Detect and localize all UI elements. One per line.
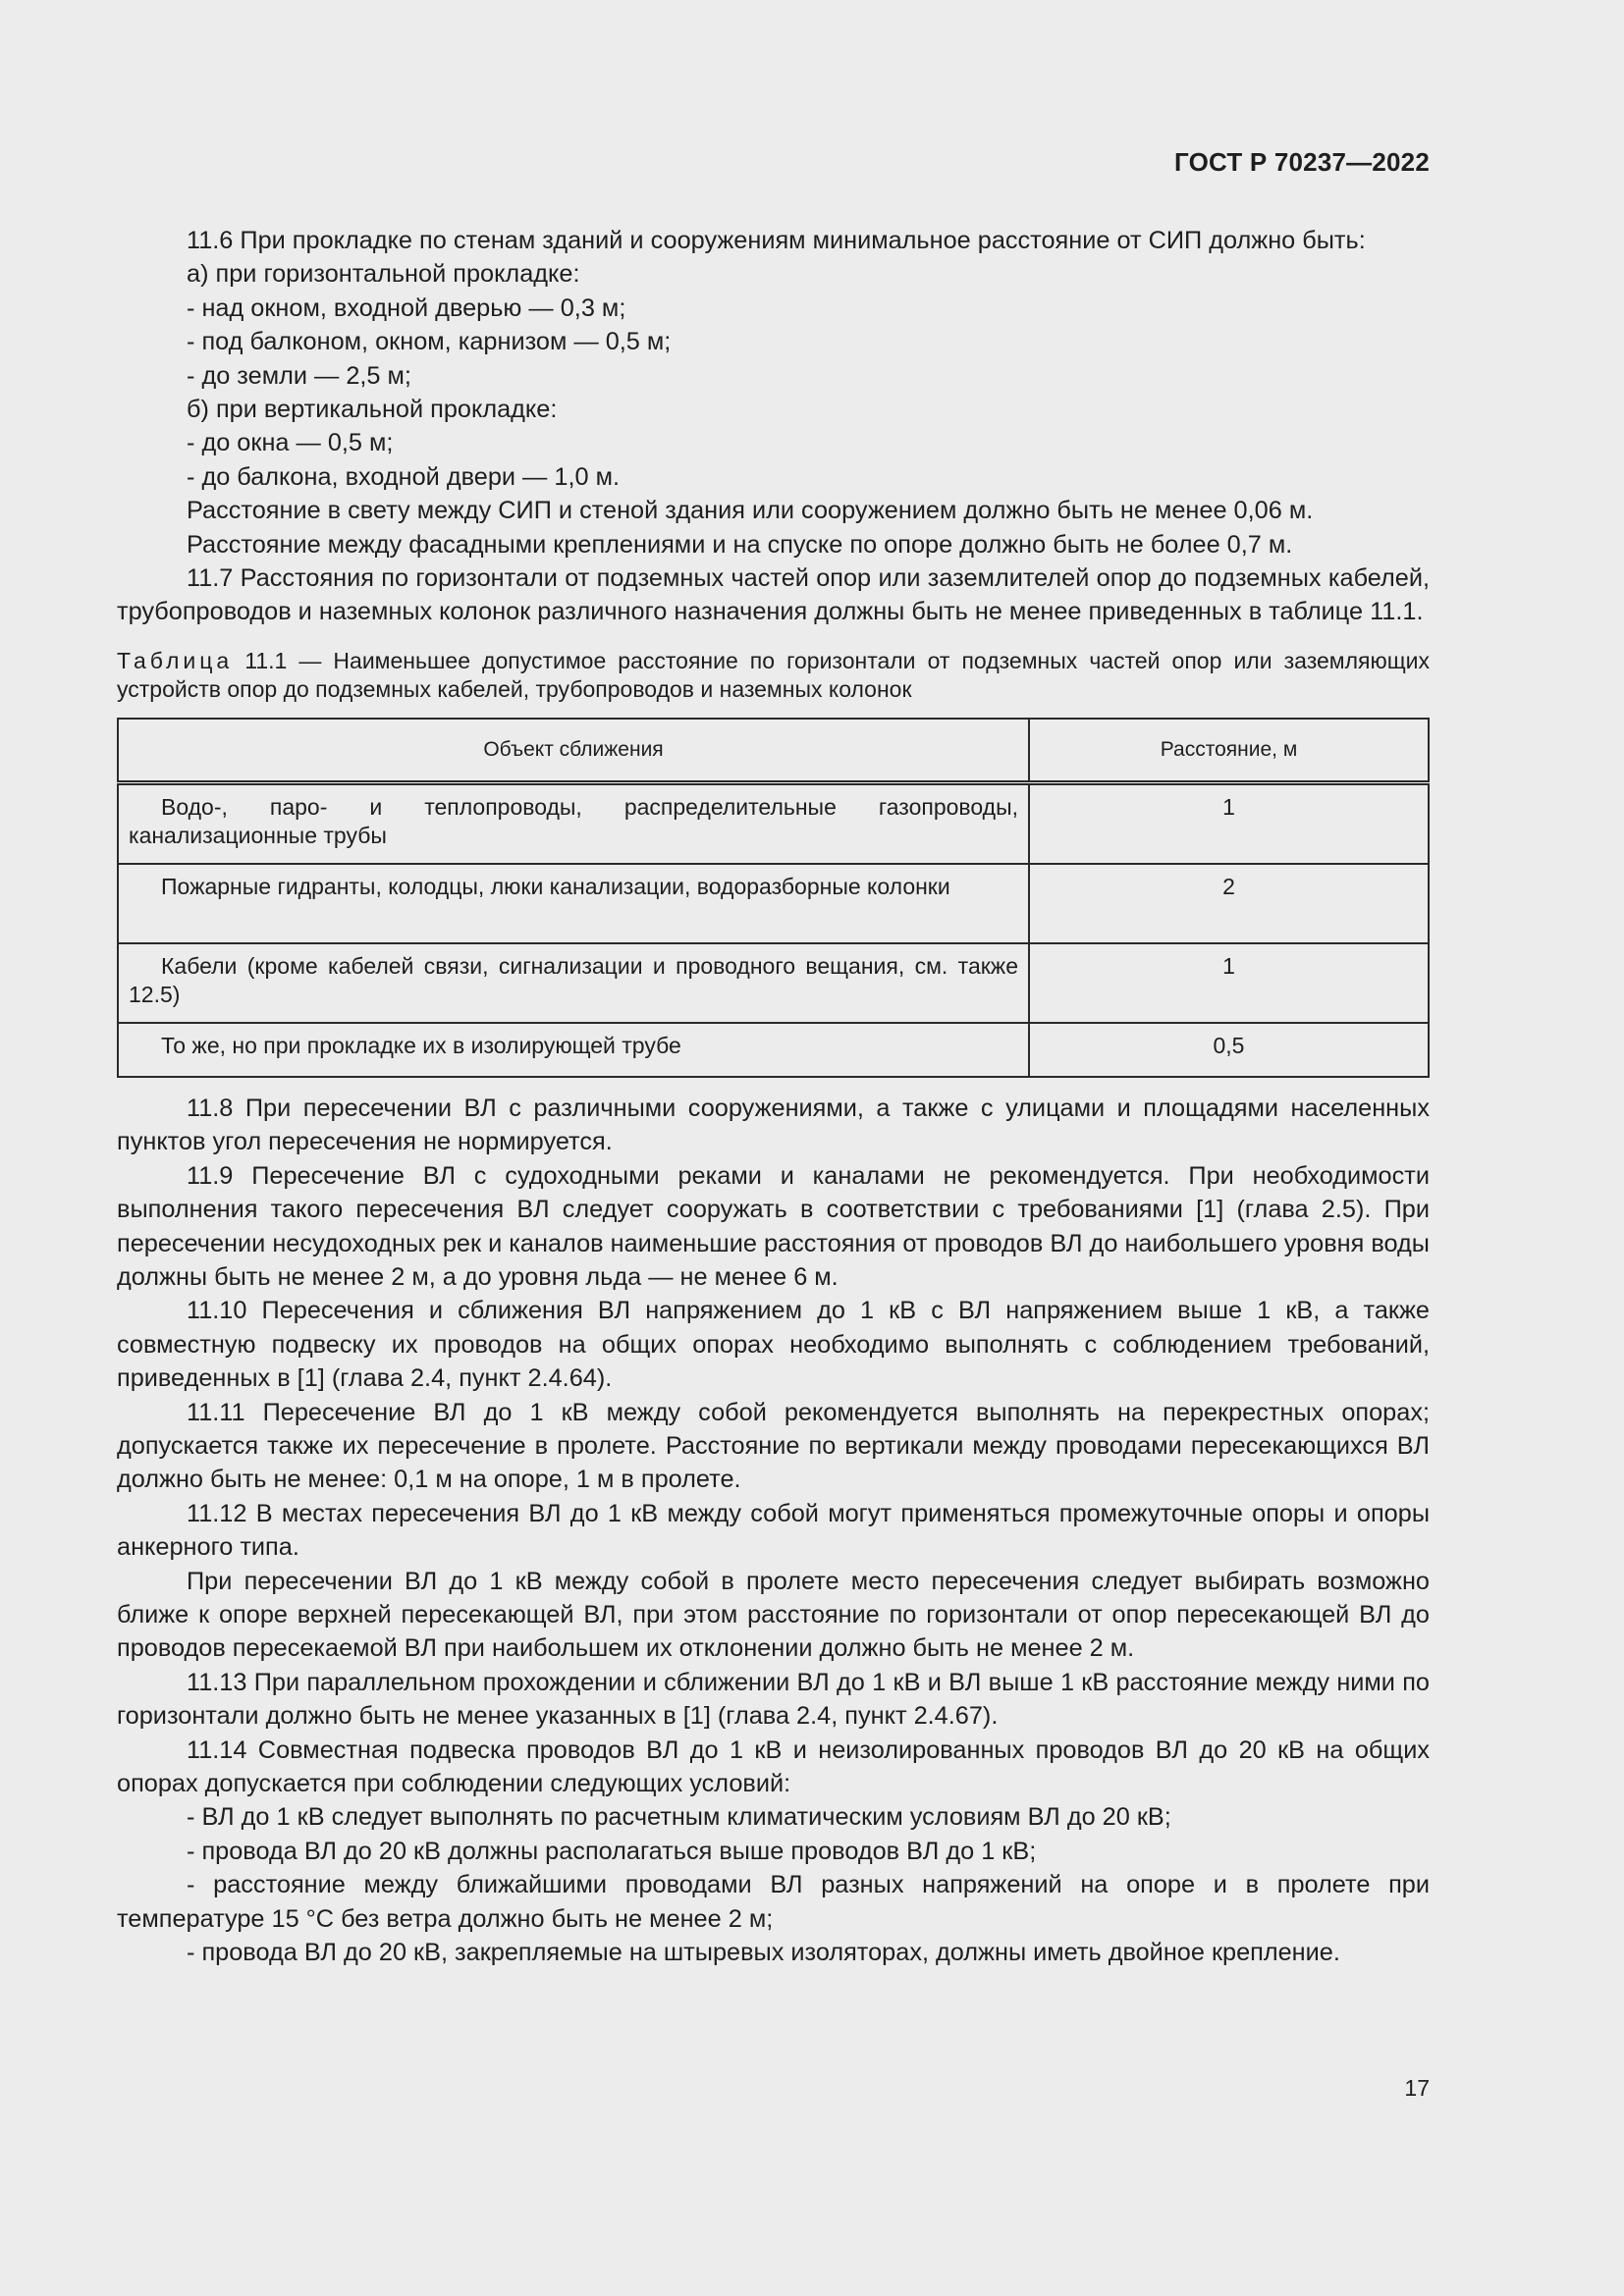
paragraph: Расстояние в свету между СИП и стеной здания или сооружением должно быть не менее 0,06 м. xyxy=(187,497,1314,525)
paragraph: 11.14 Совместная подвеска проводов ВЛ до 1 кВ и неизолированных проводов ВЛ до 20 кВ на общих опорах допускается при соблюдении следующих условий: xyxy=(117,1735,1430,1797)
table-cell-object xyxy=(118,1023,1029,1077)
page-number: 17 xyxy=(1404,2075,1430,2101)
paragraph: - ВЛ до 1 кВ следует выполнять по расчетным климатическим условиям ВЛ до 20 кВ; xyxy=(187,1803,1171,1832)
paragraph: - под балконом, окном, карнизом — 0,5 м; xyxy=(187,328,672,356)
table-cell-distance: 2 xyxy=(1029,864,1429,943)
paragraph: - провода ВЛ до 20 кВ должны располагаться выше проводов ВЛ до 1 кВ; xyxy=(187,1837,1037,1865)
paragraph: б) при вертикальной прокладке: xyxy=(187,396,558,424)
paragraph: 11.6 При прокладке по стенам зданий и сооружениям минимальное расстояние от СИП должно быть: xyxy=(187,227,1366,254)
header-object: Объект сближения xyxy=(118,719,1029,783)
paragraph: 11.10 Пересечения и сближения ВЛ напряжением до 1 кВ с ВЛ напряжением выше 1 кВ, а также совместную подвеску их проводов на общих опорах необходимо выполнять с соблюдением требований, приведенных в [1] (глава 2.4, пункт 2.4.64). xyxy=(117,1297,1430,1393)
paragraph: 11.7 Расстояния по горизонтали от подземных частей опор или заземлителей опор до подземных кабелей, трубопроводов и наземных колонок различного назначения должны быть не менее приведенных в таблице 11.1. xyxy=(117,564,1430,626)
standard-header: ГОСТ Р 70237—2022 xyxy=(1174,147,1430,177)
table-header-row xyxy=(118,719,1429,783)
paragraph: 11.13 При параллельном прохождении и сближении ВЛ до 1 кВ и ВЛ выше 1 кВ расстояние между ними по горизонтали должно быть не менее указанных в [1] (глава 2.4, пункт 2.4.67). xyxy=(117,1668,1430,1731)
table-row xyxy=(118,782,1429,864)
table-cell-distance: 1 xyxy=(1029,943,1429,1023)
paragraph: 11.9 Пересечение ВЛ с судоходными реками и каналами не рекомендуется. При необходимости выполнения такого пересечения ВЛ следует сооружать в соответствии с требованиями [1] (глава 2.5). При пересечении несудоходных рек и каналов наименьшие расстояния от проводов ВЛ до наибольшего уровня воды должны быть не менее 2 м, а до уровня льда — не менее 6 м. xyxy=(117,1161,1430,1291)
header-distance: Расстояние, м xyxy=(1029,719,1429,783)
paragraph: - расстояние между ближайшими проводами ВЛ разных напряжений на опоре и в пролете при температуре 15 °С без ветра должно быть не менее 2 м; xyxy=(117,1871,1430,1933)
object-text: Водо-, паро- и теплопроводы, распределительные газопроводы, канализационные трубы xyxy=(129,793,1018,848)
distance-table xyxy=(117,718,1430,1078)
table-caption xyxy=(117,647,1430,705)
table-cell-object xyxy=(118,782,1029,864)
paragraph: При пересечении ВЛ до 1 кВ между собой в пролете место пересечения следует выбирать возможно ближе к опоре верхней пересекающей ВЛ, при этом расстояние по горизонтали от опор пересекающей ВЛ до проводов пересекаемой ВЛ при наибольшем их отклонении должно быть не менее 2 м. xyxy=(117,1567,1430,1663)
table-cell-object xyxy=(118,864,1029,943)
table-caption-text: 11.1 — Наименьшее допустимое расстояние по горизонтали от подземных частей опор или заземляющих устройств опор до подземных кабелей, трубопроводов и наземных колонок xyxy=(117,647,1430,703)
table-cell-distance: 0,5 xyxy=(1213,1032,1245,1058)
object-text: Кабели (кроме кабелей связи, сигнализации и проводного вещания, см. также 12.5) xyxy=(129,952,1018,1007)
paragraph: - над окном, входной дверью — 0,3 м; xyxy=(187,294,626,322)
object-text: То же, но при прокладке их в изолирующей трубе xyxy=(161,1032,681,1058)
paragraph: - до окна — 0,5 м; xyxy=(187,429,394,457)
paragraphs-bottom xyxy=(117,1092,1430,1970)
table-cell-distance: 1 xyxy=(1029,782,1429,864)
paragraph: а) при горизонтальной прокладке: xyxy=(187,260,580,289)
paragraph: 11.12 В местах пересечения ВЛ до 1 кВ между собой могут применяться промежуточные опоры и опоры анкерного типа. xyxy=(117,1499,1430,1562)
table-row xyxy=(118,864,1429,943)
paragraph: - до земли — 2,5 м; xyxy=(187,361,411,390)
table-row xyxy=(118,943,1429,1023)
object-text: Пожарные гидранты, колодцы, люки канализации, водоразборные колонки xyxy=(161,873,950,899)
paragraphs-top xyxy=(117,224,1430,629)
paragraph: 11.8 При пересечении ВЛ с различными сооружениями, а также с улицами и площадями населенных пунктов угол пересечения не нормируется. xyxy=(117,1094,1430,1156)
table-caption-label: Таблица xyxy=(117,647,234,673)
paragraph: - до балкона, входной двери — 1,0 м. xyxy=(187,462,620,491)
paragraph: - провода ВЛ до 20 кВ, закрепляемые на штыревых изоляторах, должны иметь двойное крепление. xyxy=(187,1939,1340,1967)
table-cell-object xyxy=(118,943,1029,1023)
table-row xyxy=(118,1023,1429,1077)
page-content xyxy=(117,224,1430,1969)
paragraph: Расстояние между фасадными креплениями и на спуске по опоре должно быть не более 0,7 м. xyxy=(187,530,1293,559)
paragraph: 11.11 Пересечение ВЛ до 1 кВ между собой рекомендуется выполнять на перекрестных опорах; допускается также их пересечение в пролете. Расстояние по вертикали между проводами пересекающихся ВЛ должно быть не менее: 0,1 м на опоре, 1 м в пролете. xyxy=(117,1398,1430,1494)
